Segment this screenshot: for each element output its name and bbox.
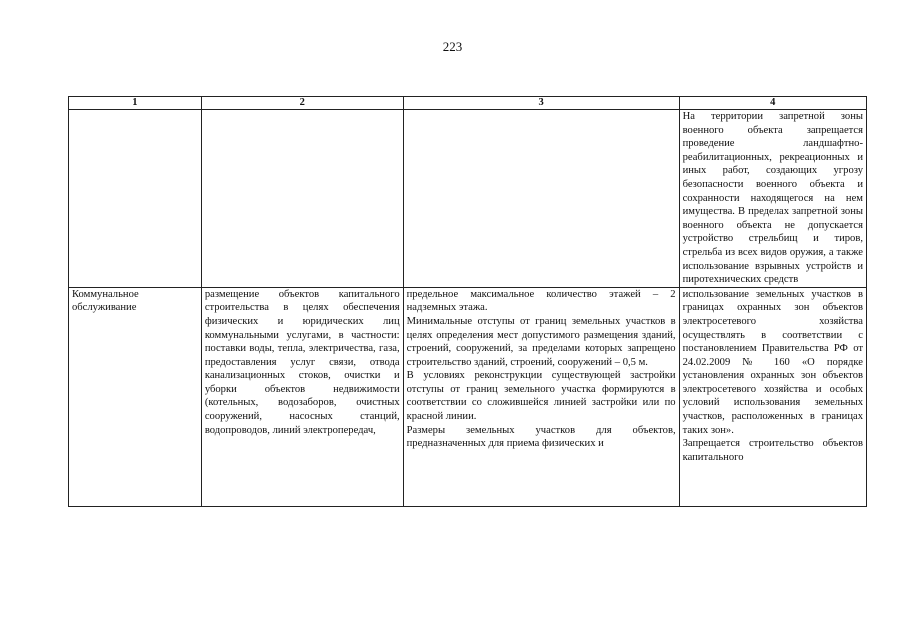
table-cell: [403, 110, 679, 288]
page-number: 223: [442, 39, 463, 54]
column-header-2: 2: [201, 97, 403, 110]
column-header-3: 3: [403, 97, 679, 110]
table-cell: [69, 110, 202, 288]
cell-text: На территории запретной зоны военного объекта запрещается проведение ландшафтно-реабилитационных, рекреационных и иных работ, создающих угрозу безопасности военного объекта и сохранности находящегося на нем имущества. В пределах запретной зоны военного объекта не допускается устройство стрельбищ и тиров, стрельба из всех видов оружия, а также использование взрывных устройств и пиротехнических средств: [682, 111, 863, 286]
table-cell: [679, 287, 866, 506]
table-cell: [679, 110, 866, 288]
table-cell: [69, 287, 202, 506]
table-row: [69, 287, 867, 506]
table-cell: [201, 287, 403, 506]
table-cell: [201, 110, 403, 288]
cell-text: Коммунальное обслуживание: [72, 288, 139, 314]
column-header-4: 4: [679, 97, 866, 110]
table-row: [69, 110, 867, 288]
table-cell: [403, 287, 679, 506]
cell-text: предельное максимальное количество этажей – 2 надземных этажа. Минимальные отступы от границ земельных участков в целях определения мест допустимого размещения зданий, строений, сооружений, за пределами которых запрещено строительство зданий, строений, сооружений – 0,5 м. В условиях реконструкции существующей застройки отступы от границ земельного участка формируются в соответствии со сложившейся линией застройки или по красной линии. Размеры земельных участков для объектов, предназначенных для приема физических и: [406, 288, 676, 450]
table-header-row: [69, 97, 867, 110]
cell-text: размещение объектов капитального строительства в целях обеспечения физических и юридических лиц коммунальными услугами, в частности: поставки воды, тепла, электричества, газа, предоставления услуг связи, отвода канализационных стоков, очистки и уборки объектов недвижимости (котельных, водозаборов, очистных сооружений, насосных станций, водопроводов, линий электропередач,: [204, 288, 400, 436]
column-header-1: 1: [69, 97, 202, 110]
cell-text: использование земельных участков в границах охранных зон объектов электросетевого хозяйства осуществлять в соответствии с постановлением Правительства РФ от 24.02.2009 № 160 «О порядке установления охранных зон объектов электросетевого хозяйства и особых условий использования земельных участков, расположенных в границах таких зон». Запрещается строительство объектов капитального: [682, 288, 863, 463]
regulations-table: [68, 96, 867, 507]
